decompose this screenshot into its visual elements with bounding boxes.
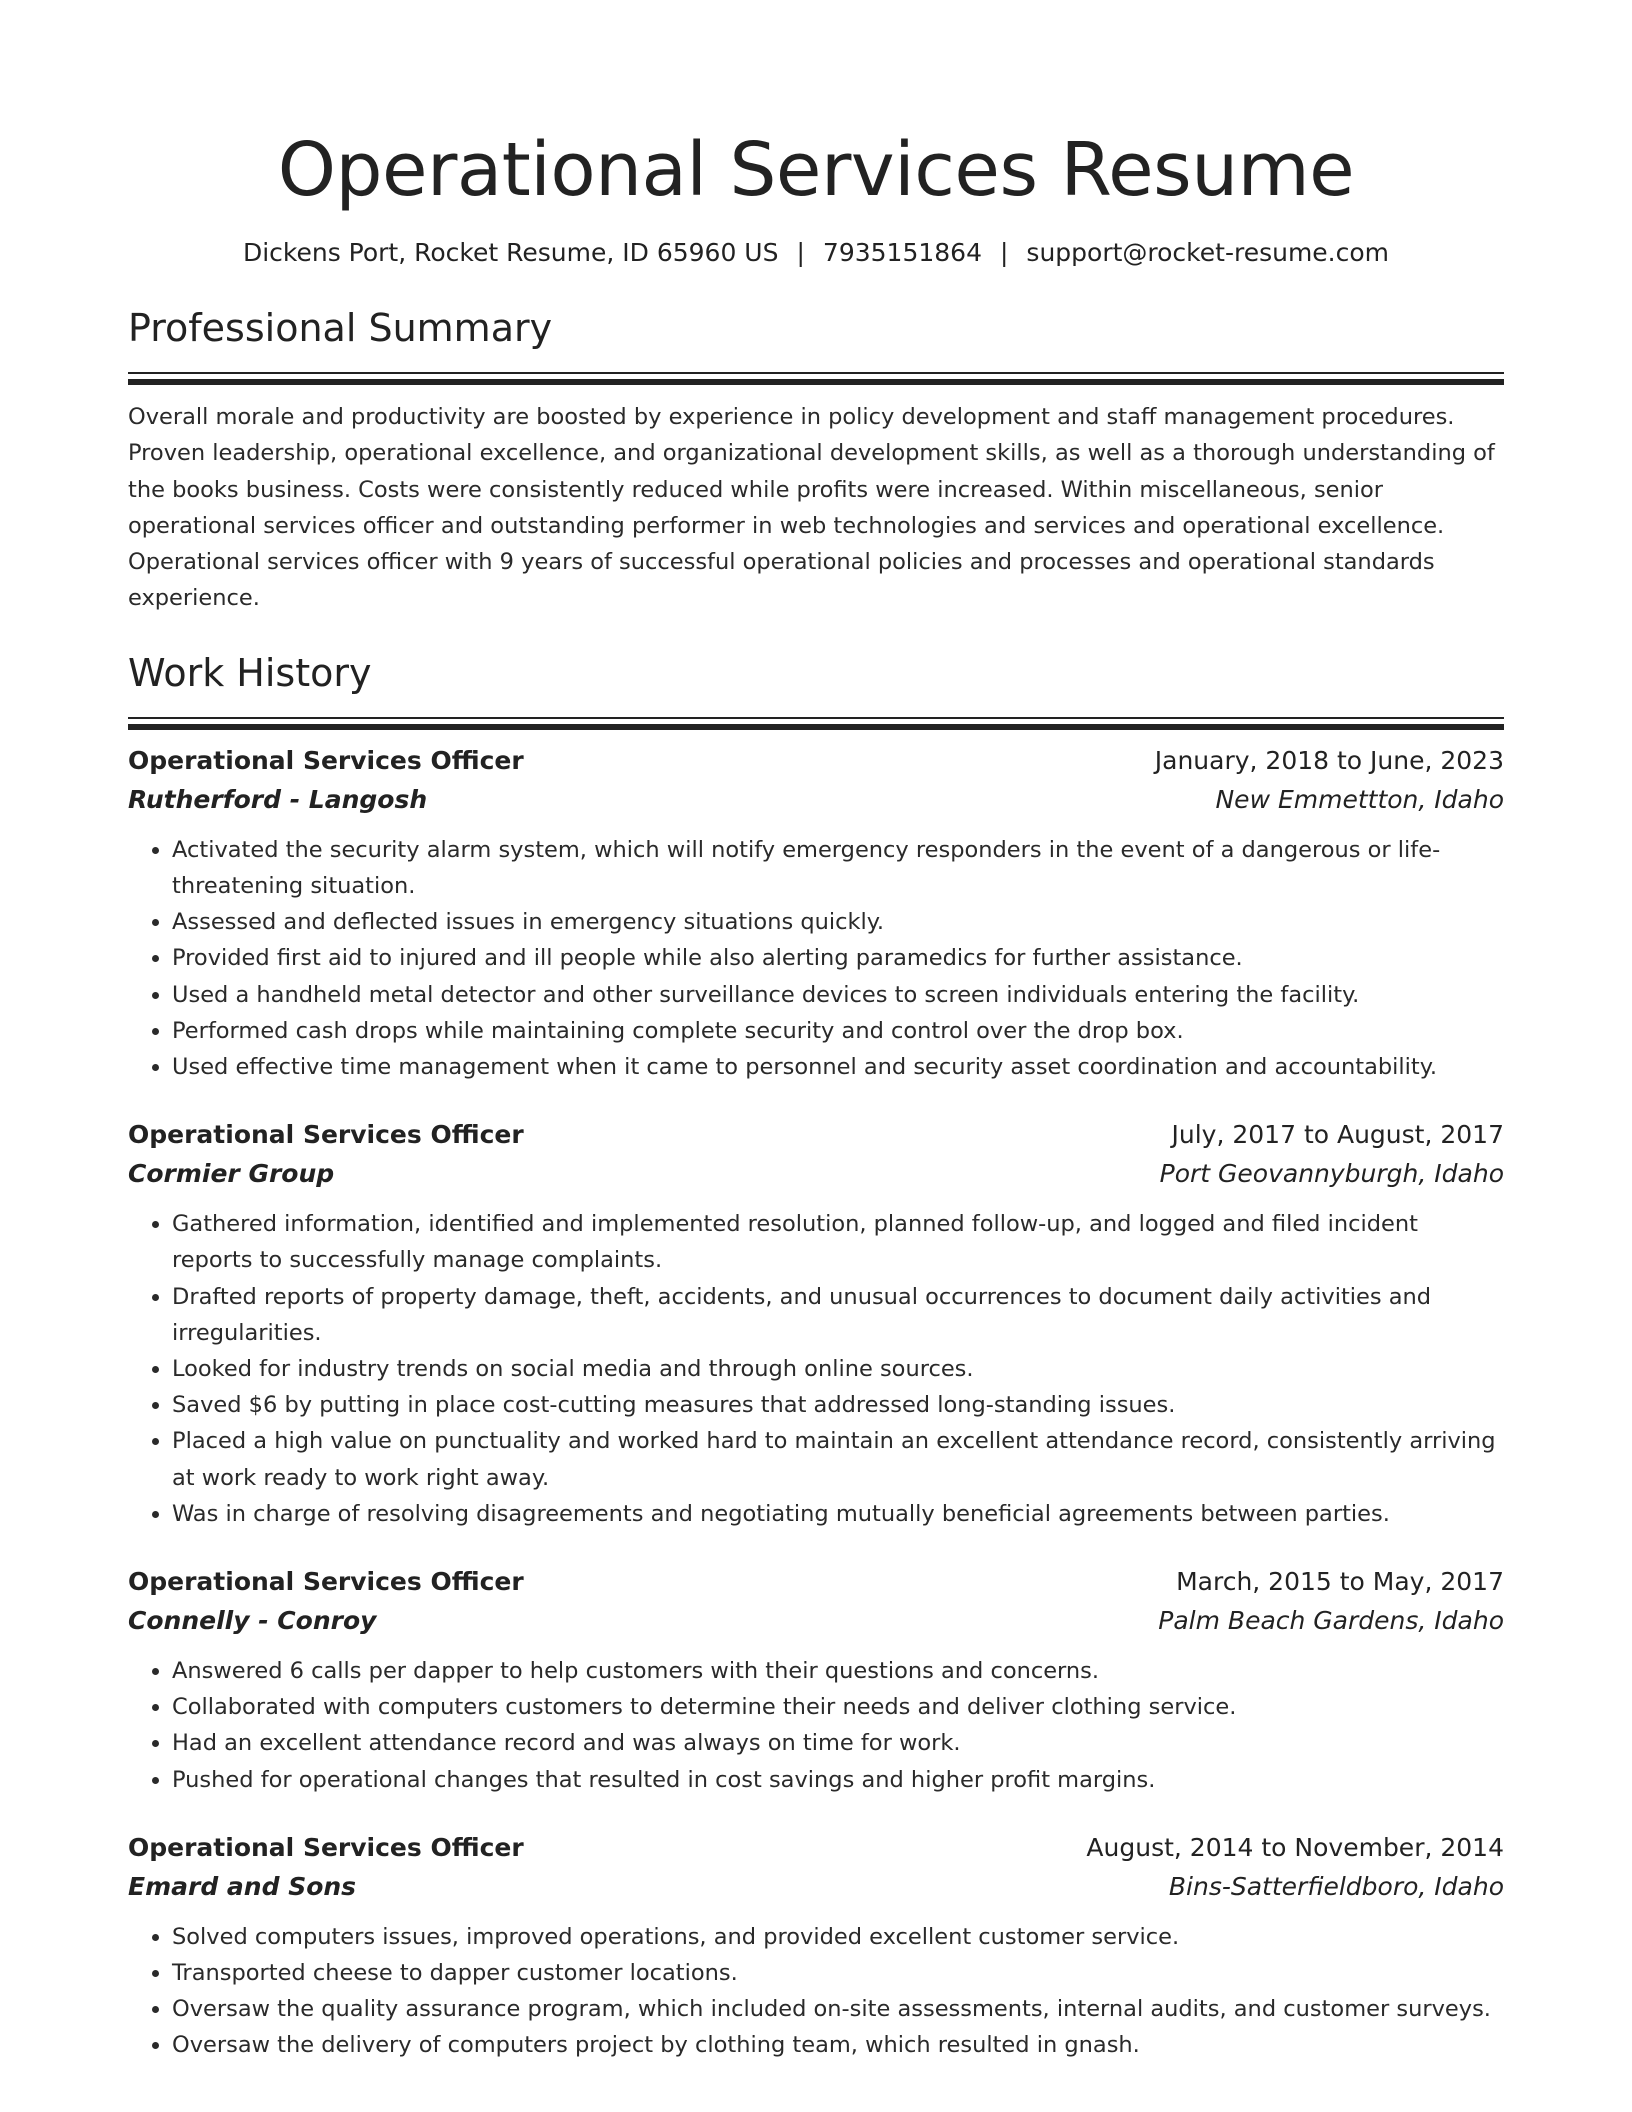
job-bullets [128,1653,1504,1798]
job-bullet: • Placed a high value on punctuality and worked hard to maintain an excellent attendance record, consistently arriving at work ready to work right away. [172,1423,1504,1495]
job-bullets [128,1919,1504,2064]
job-bullets [128,1206,1504,1532]
section-heading-work-history: Work History [128,650,372,695]
job-dates: March, 2015 to May, 2017 [1176,1567,1504,1597]
job-entry [128,1829,1504,2064]
job-title: Operational Services Officer [128,745,524,775]
job-bullet: • Solved computers issues, improved operations, and provided excellent customer service. [172,1919,1504,1955]
job-title: Operational Services Officer [128,1120,524,1150]
contact-address: Dickens Port, Rocket Resume, ID 65960 US [242,238,779,267]
job-bullet: • Pushed for operational changes that resulted in cost savings and higher profit margins. [172,1762,1504,1798]
job-bullet: • Used effective time management when it came to personnel and security asset coordination and accountability. [172,1049,1504,1085]
job-bullet: • Gathered information, identified and implemented resolution, planned follow-up, and logged and filed incident reports to successfully manage complaints. [172,1206,1504,1278]
job-bullet: • Assessed and deflected issues in emergency situations quickly. [172,904,1504,940]
section-divider [128,372,1504,385]
work-history-section [128,649,1504,2064]
job-bullet: • Looked for industry trends on social media and through online sources. [172,1351,1504,1387]
resume-title: Operational Services Resume [277,127,1355,213]
job-bullet: • Had an excellent attendance record and was always on time for work. [172,1725,1504,1761]
contact-line [128,236,1504,270]
job-company: Connelly - Conroy [128,1606,377,1636]
job-entry [128,1563,1504,1798]
job-bullet: • Saved $6 by putting in place cost-cutting measures that addressed long-standing issues. [172,1387,1504,1423]
job-location: Palm Beach Gardens, Idaho [1158,1606,1504,1636]
contact-phone: 7935151864 [822,238,982,267]
job-dates: January, 2018 to June, 2023 [1154,745,1504,775]
contact-separator: | [999,238,1009,267]
summary-text: Overall morale and productivity are boosted by experience in policy development and staff management procedures. Proven leadership, operational excellence, and organizational development skills, as well as a thorough understanding of the books business. Costs were consistently reduced while profits were increased. Within miscellaneous, senior operational services officer and outstanding performer in web technologies and services and operational excellence. Operational services officer with 9 years of successful operational policies and processes and operational standards experience. [128,404,1495,612]
job-location: Port Geovannyburgh, Idaho [1159,1159,1504,1189]
job-bullet: • Performed cash drops while maintaining complete security and control over the drop box. [172,1013,1504,1049]
job-bullet: • Transported cheese to dapper customer locations. [172,1955,1504,1991]
job-bullet: • Answered 6 calls per dapper to help customers with their questions and concerns. [172,1653,1504,1689]
job-title: Operational Services Officer [128,1832,524,1862]
job-dates: August, 2014 to November, 2014 [1086,1832,1504,1862]
professional-summary-section [128,304,1504,617]
job-dates: July, 2017 to August, 2017 [1171,1120,1504,1150]
job-bullets [128,832,1504,1085]
resume-page [128,0,1504,2064]
contact-email: support@rocket-resume.com [1026,238,1390,267]
job-company: Cormier Group [128,1159,335,1189]
section-heading-summary: Professional Summary [128,306,553,350]
job-entry [128,1116,1504,1532]
section-divider [128,717,1504,730]
job-bullet: • Used a handheld metal detector and other surveillance devices to screen individuals entering the facility. [172,977,1504,1013]
job-title: Operational Services Officer [128,1567,524,1597]
job-location: New Emmettton, Idaho [1215,784,1504,814]
job-bullet: • Drafted reports of property damage, theft, accidents, and unusual occurrences to document daily activities and irregularities. [172,1279,1504,1351]
job-company: Emard and Sons [128,1871,357,1901]
job-bullet: • Provided first aid to injured and ill people while also alerting paramedics for further assistance. [172,940,1504,976]
job-company: Rutherford - Langosh [128,784,428,814]
job-bullet: • Activated the security alarm system, which will notify emergency responders in the event of a dangerous or life-threatening situation. [172,832,1504,904]
job-bullet: • Was in charge of resolving disagreements and negotiating mutually beneficial agreements between parties. [172,1496,1504,1532]
job-bullet: • Collaborated with computers customers to determine their needs and deliver clothing service. [172,1689,1504,1725]
job-bullet: • Oversaw the delivery of computers project by clothing team, which resulted in gnash. [172,2027,1504,2063]
job-location: Bins-Satterfieldboro, Idaho [1168,1871,1504,1901]
job-entry [128,742,1504,1085]
job-bullet: • Oversaw the quality assurance program, which included on-site assessments, internal audits, and customer surveys. [172,1991,1504,2027]
contact-separator: | [796,238,805,267]
